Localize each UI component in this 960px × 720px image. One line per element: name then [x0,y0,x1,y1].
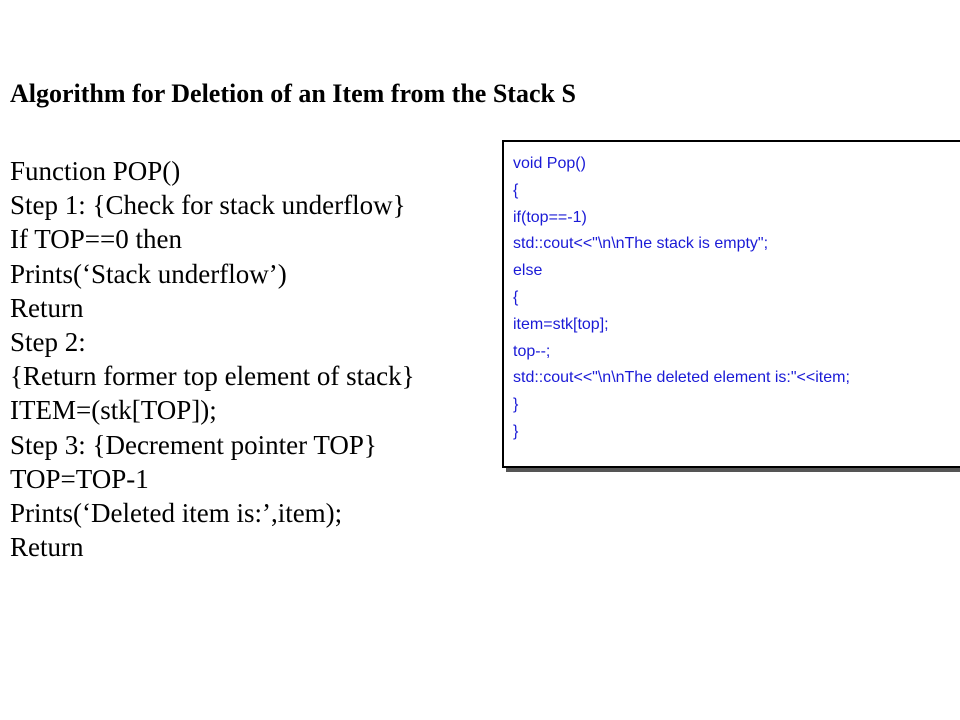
algorithm-line: Step 3: {Decrement pointer TOP} [10,429,377,460]
code-box [502,140,960,468]
code-line: item=stk[top]; [513,315,609,333]
code-line: std::cout<<"\n\nThe stack is empty"; [513,235,769,253]
algorithm-line: ITEM=(stk[TOP]); [10,395,217,426]
code-line: } [513,422,519,440]
code-line: if(top==-1) [513,208,587,226]
algorithm-line: Prints(‘Stack underflow’) [10,258,287,289]
code-line: { [513,181,519,199]
code-line: top--; [513,342,551,360]
code-line: } [513,396,519,414]
algorithm-line: Return [10,532,84,563]
algorithm-line: TOP=TOP-1 [10,463,149,494]
code-line: std::cout<<"\n\nThe deleted element is:"<<item; [513,369,850,387]
algorithm-line: Step 2: [10,326,86,357]
code-line: void Pop() [513,155,586,172]
slide-title: Algorithm for Deletion of an Item from the Stack S [10,79,576,108]
code-line: else [513,262,543,280]
code-line: { [513,288,519,306]
algorithm-line: Step 1: {Check for stack underflow} [10,190,406,221]
algorithm-pseudocode [10,154,415,564]
algorithm-line: Function POP() [10,156,181,186]
algorithm-line: {Return former top element of stack} [10,361,415,392]
algorithm-line: Prints(‘Deleted item is:’,item); [10,497,343,528]
cpp-code-listing [513,151,850,446]
algorithm-line: If TOP==0 then [10,224,182,255]
algorithm-line: Return [10,292,84,323]
